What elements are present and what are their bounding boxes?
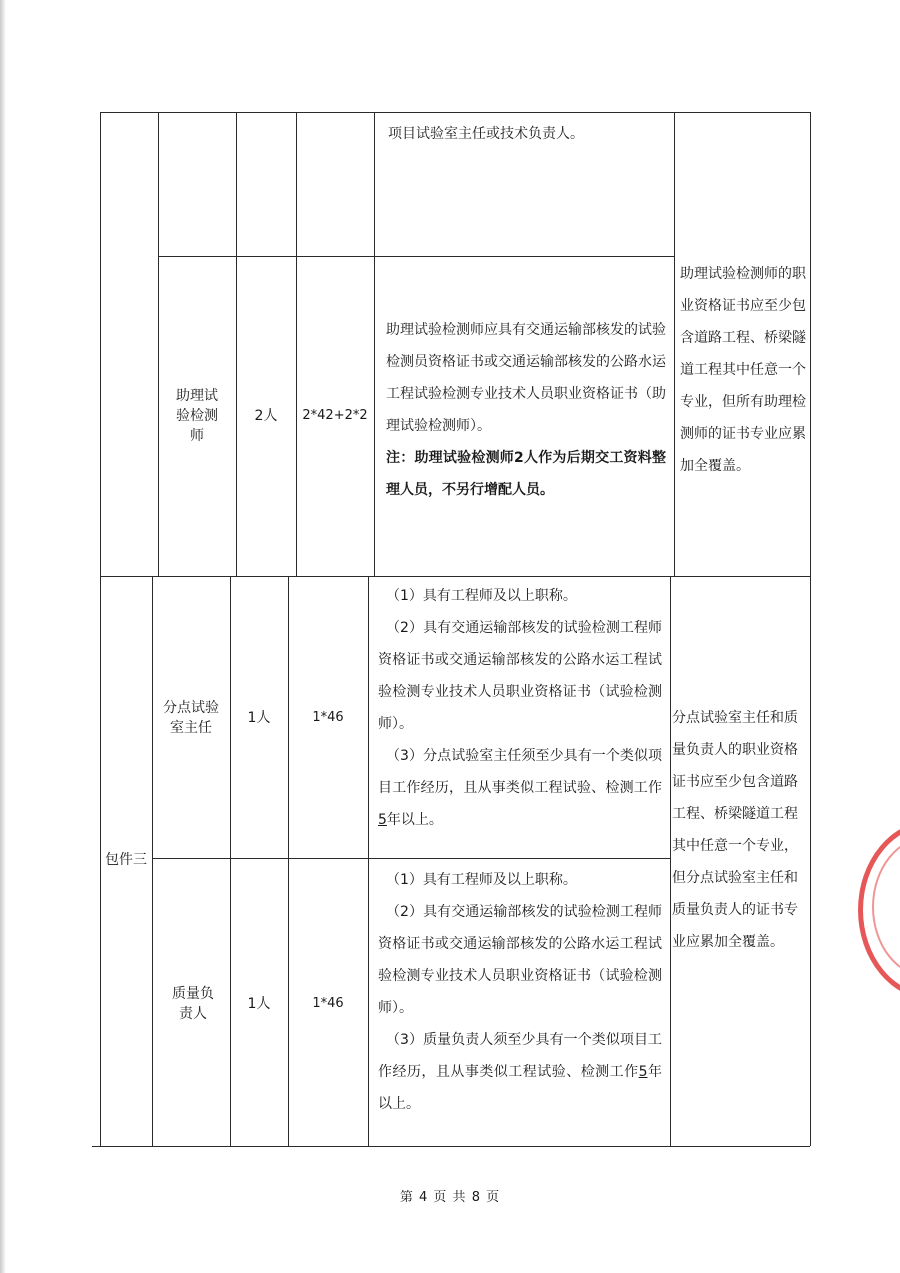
row3-requirement [378, 580, 662, 836]
row2-calc: 2*42+2*2 [302, 408, 368, 423]
row1-requirement: 项目试验室主任或技术负责人。 [388, 126, 584, 142]
page-number: 第 4 页 共 8 页 [399, 1190, 501, 1205]
row3-req3: （3）分点试验室主任须至少具有一个类似项目工作经历，且从事类似工程试验、检测工作5年以上。 [378, 748, 662, 828]
row4-req2: （2）具有交通运输部核发的试验检测工程师资格证书或交通运输部核发的公路水运工程试验检测专业技术人员职业资格证书（试验检测师）。 [378, 904, 662, 1016]
row2-remark: 助理试验检测师的职业资格证书应至少包含道路工程、桥梁隧道工程其中任意一个专业，但所有助理检测师的证书专业应累加全覆盖。 [680, 266, 806, 474]
row2-count: 2人 [254, 408, 278, 424]
row3-years: 5 [378, 812, 387, 828]
row3-req1: （1）具有工程师及以上职称。 [386, 588, 577, 604]
row4-count: 1人 [247, 996, 271, 1012]
package-label: 包件三 [105, 852, 147, 868]
row3-req2: （2）具有交通运输部核发的试验检测工程师资格证书或交通运输部核发的公路水运工程试验检测专业技术人员职业资格证书（试验检测师）。 [378, 620, 662, 732]
row4-years: 5 [638, 1064, 648, 1080]
row2-requirement [386, 314, 666, 506]
row4-req1: （1）具有工程师及以上职称。 [386, 872, 577, 888]
row4-position: 质量负责人 [172, 986, 214, 1022]
row3-calc: 1*46 [312, 710, 344, 725]
row4-requirement [378, 864, 662, 1120]
scan-edge [0, 0, 6, 1273]
row2-requirement-text: 助理试验检测师应具有交通运输部核发的试验检测员资格证书或交通运输部核发的公路水运工程试验检测专业技术人员职业资格证书（助理试验检测师）。 [386, 322, 666, 434]
row2-requirement-note: 注：助理试验检测师2人作为后期交工资料整理人员，不另行增配人员。 [386, 450, 666, 498]
row3-position: 分点试验室主任 [163, 700, 219, 736]
row4-req3: （3）质量负责人须至少具有一个类似项目工作经历，且从事类似工程试验、检测工作5年以上。 [378, 1032, 663, 1112]
remark-rows-3-4: 分点试验室主任和质量负责人的职业资格证书应至少包含道路工程、桥梁隧道工程其中任意一个专业，但分点试验室主任和质量负责人的证书专业应累加全覆盖。 [672, 710, 798, 950]
row4-calc: 1*46 [312, 996, 344, 1011]
row3-count: 1人 [247, 710, 271, 726]
row2-position: 助理试验检测师 [176, 388, 218, 444]
